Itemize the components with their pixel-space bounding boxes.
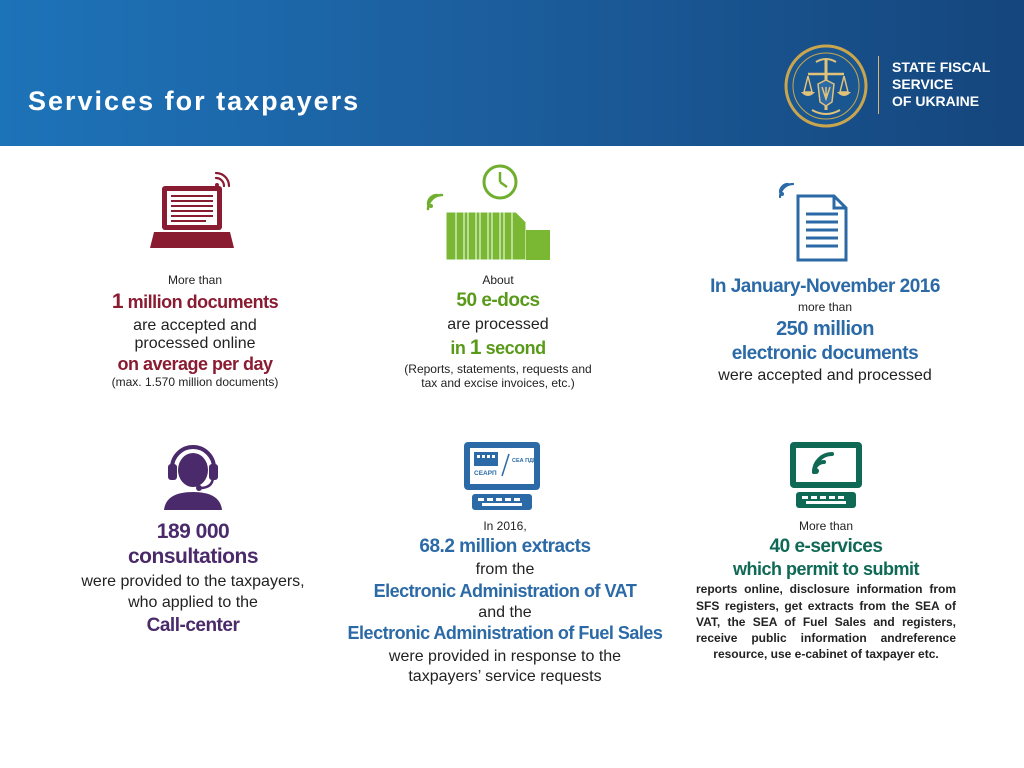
monitor-registers-icon — [462, 440, 542, 512]
monitor-screen-label: СЕАРП — [474, 470, 497, 477]
stat-highlight: Call-center — [146, 615, 240, 637]
stat-intro: more than — [797, 299, 853, 314]
logo-line: OF UKRAINE — [892, 93, 980, 109]
stat-highlight: In January-November 2016 — [710, 276, 940, 297]
logo-text — [892, 59, 1017, 110]
stat-highlight: 40 e-services — [769, 535, 883, 557]
stat-text: who applied to the — [128, 593, 258, 611]
stat-intro: About — [482, 273, 514, 287]
header-banner — [0, 0, 1024, 146]
stat-block-documents-per-day — [80, 274, 310, 390]
stat-note: (Reports, statements, requests and — [404, 362, 592, 377]
laptop-icon — [146, 172, 236, 254]
stat-text: and the — [478, 603, 532, 621]
stat-highlight: 50 e-docs — [456, 289, 540, 311]
stat-highlight: 68.2 million extracts — [419, 535, 591, 557]
stat-block-electronic-documents — [694, 276, 956, 386]
stat-highlight-text: million documents — [127, 291, 279, 312]
stat-block-consultations — [56, 520, 330, 637]
stat-text: are processed — [447, 315, 549, 333]
stat-block-extracts — [330, 520, 680, 687]
stat-highlight — [378, 336, 618, 360]
stat-text: were provided to the taxpayers, — [81, 573, 305, 591]
stat-highlight-text: second — [485, 338, 546, 359]
stat-description: reports online, disclosure information from SFS registers, get extracts from the SEA of VAT, the SEA of Fuel Sales and registers, receive public information andreference resource, use e-cabinet of taxpayer etc. — [696, 582, 956, 662]
stat-highlight-text: in — [450, 338, 466, 359]
stat-highlight — [80, 290, 310, 314]
monitor-wifi-icon — [788, 440, 864, 510]
stat-block-eservices — [696, 520, 956, 662]
stat-intro: More than — [167, 273, 223, 287]
stat-highlight: on average per day — [117, 353, 273, 374]
logo-line: SERVICE — [892, 76, 954, 92]
stat-highlight: consultations — [127, 545, 258, 569]
stat-highlight: Electronic Administration of Fuel Sales — [347, 623, 663, 644]
stat-intro: In 2016, — [483, 519, 527, 533]
monitor-screen-label: СЕА ПДВ — [512, 458, 537, 464]
stat-note: tax and excise invoices, etc.) — [421, 375, 575, 390]
stat-text: taxpayers’ service requests — [408, 668, 602, 686]
logo-line: STATE FISCAL — [892, 59, 991, 75]
call-center-operator-icon — [160, 438, 226, 510]
stat-highlight: Electronic Administration of VAT — [373, 581, 637, 602]
document-icon — [776, 176, 852, 262]
stat-highlight: 250 million — [776, 317, 874, 340]
stat-highlight: electronic documents — [731, 342, 919, 364]
logo-divider — [878, 56, 879, 114]
state-fiscal-service-emblem-icon — [784, 44, 868, 128]
page-title: Services for taxpayers — [28, 86, 361, 116]
stat-intro: More than — [798, 519, 854, 533]
stat-text: were provided in response to the — [388, 647, 622, 665]
stat-block-edocs-per-second — [378, 274, 618, 391]
stat-text: are accepted and — [133, 316, 257, 334]
stat-highlight: 189 000 — [156, 520, 230, 543]
stat-highlight: which permit to submit — [732, 558, 919, 579]
stat-note: (max. 1.570 million documents) — [111, 375, 279, 390]
stat-number: 1 — [111, 289, 124, 313]
stat-text: were accepted and processed — [718, 367, 932, 385]
documents-clock-icon — [424, 160, 554, 262]
stat-number: 1 — [469, 336, 482, 360]
stat-text: processed online — [134, 335, 256, 353]
stat-text: from the — [475, 560, 535, 578]
